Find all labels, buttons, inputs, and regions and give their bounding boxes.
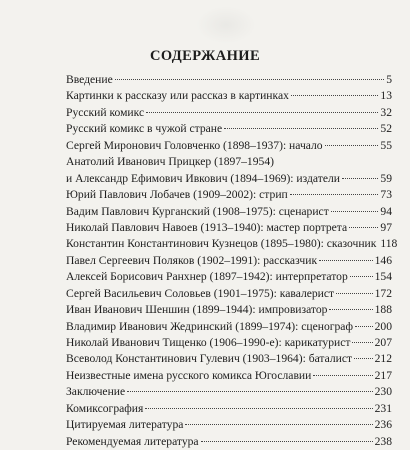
toc-page-number: 154 [374,270,392,284]
dot-leader [355,325,373,327]
toc-page-number: 94 [380,204,392,218]
toc-page-number: 236 [374,418,392,432]
toc-entry-title: Рекомендуемая литература [66,434,199,448]
page-title: СОДЕРЖАНИЕ [149,48,261,64]
toc-entry-title: Сергей Васильевич Соловьев (1901–1975): кавалерист [66,286,335,300]
toc-entry-title: Вадим Павлович Курганский (1908–1975): сценарист [66,204,329,218]
toc-entry [66,434,392,450]
dot-leader [350,275,373,277]
toc-entry [66,220,392,236]
dot-leader [146,111,378,113]
toc-entry [66,171,392,187]
toc-entry-title: Русский комикс [66,105,145,119]
toc-entry [66,88,392,104]
dot-leader [325,144,379,146]
toc-page-number: 52 [380,122,392,136]
toc-entry [66,384,392,400]
dot-leader [127,390,372,392]
toc-entry [66,302,392,318]
toc-page-number: 59 [380,171,392,185]
toc-entry-title: Введение [66,73,113,86]
toc-entry-title: Николай Иванович Тищенко (1906–1990-е): карикатурист [66,336,351,349]
toc-entry [66,253,392,269]
toc-page-number: 13 [380,89,392,103]
toc-entry [66,105,392,121]
toc-page-number: 146 [374,253,392,267]
toc-entry-title: Заключение [66,385,126,399]
toc-entry-title: Иван Иванович Шеншин (1899–1944): импровизатор [66,303,328,317]
toc-entry [66,204,392,220]
toc-entry-title: Юрий Павлович Лобачев (1909–2002): стрип [66,188,288,202]
toc-page-number: 172 [374,286,392,300]
dot-leader [290,193,379,195]
toc-entry-title: Неизвестные имена русского комикса Югославии [66,368,312,382]
toc-page-number: 55 [380,138,392,152]
toc-entry-title: Павел Сергеевич Поляков (1902–1991): рассказчик [66,253,318,267]
toc-entry-title: Картинки к рассказу или рассказ в картинках [66,89,289,103]
dot-leader [145,407,372,409]
dot-leader [329,308,372,310]
dot-leader [201,440,373,442]
toc-entry-title: и Александр Ефимович Ивкович (1894–1969): издатели [66,171,340,185]
dot-leader [115,78,384,80]
toc-entry [66,335,392,351]
toc-entry-title: Всеволод Константинович Гулевич (1903–1964): баталист [66,352,353,366]
toc-page-number: 118 [380,237,398,251]
dot-leader [349,226,378,228]
table-of-contents [66,72,398,450]
dot-leader [354,357,373,359]
toc-entry [66,368,392,384]
toc-entry-title: Константин Константинович Кузнецов (1895–1980): сказочник [66,237,377,251]
toc-page-number: 97 [380,220,392,234]
dot-leader [331,210,379,212]
toc-entry [66,286,392,302]
dot-leader [313,374,372,376]
toc-entry [66,154,392,170]
toc-entry-title: Владимир Иванович Жедринский (1899–1974): сценограф [66,319,353,333]
toc-entry-title: Русский комикс в чужой стране [66,122,223,136]
toc-entry [66,351,392,367]
toc-page-number: 32 [380,105,392,119]
toc-entry [66,121,392,137]
toc-page-number: 217 [374,368,392,382]
dot-leader [185,423,372,425]
toc-entry-title: Цитируемая литература [66,418,184,432]
toc-entry-title: Комиксография [66,401,144,415]
toc-entry [66,187,392,203]
toc-entry-title: Николай Павлович Навоев (1913–1940): мастер портрета [66,220,348,234]
dot-leader [224,127,378,129]
toc-entry [66,401,392,417]
toc-entry [66,236,398,252]
toc-entry-title: Алексей Борисович Ранхнер (1897–1942): интерпретатор [66,270,348,284]
toc-entry [66,417,392,433]
toc-page-number: 200 [374,319,392,333]
toc-page-number: 231 [374,401,392,415]
toc-entry-title: Анатолий Иванович Прицкер (1897–1954) [66,155,274,169]
toc-page-number: 188 [374,303,392,317]
toc-entry [66,72,392,88]
dot-leader [352,341,372,343]
toc-page-number: 73 [380,188,392,202]
dot-leader [336,292,373,294]
toc-page-number: 212 [374,352,392,366]
toc-page-number: 230 [374,385,392,399]
toc-page-number: 5 [386,73,392,86]
bleed-through-shadow [196,6,256,44]
dot-leader [342,177,378,179]
toc-entry [66,138,392,154]
toc-entry-title: Сергей Миронович Головченко (1898–1937): начало [66,138,323,152]
toc-page-number: 238 [374,434,392,448]
toc-entry [66,269,392,285]
toc-page-number: 207 [374,336,392,349]
dot-leader [291,94,379,96]
dot-leader [319,259,373,261]
toc-entry [66,319,392,335]
